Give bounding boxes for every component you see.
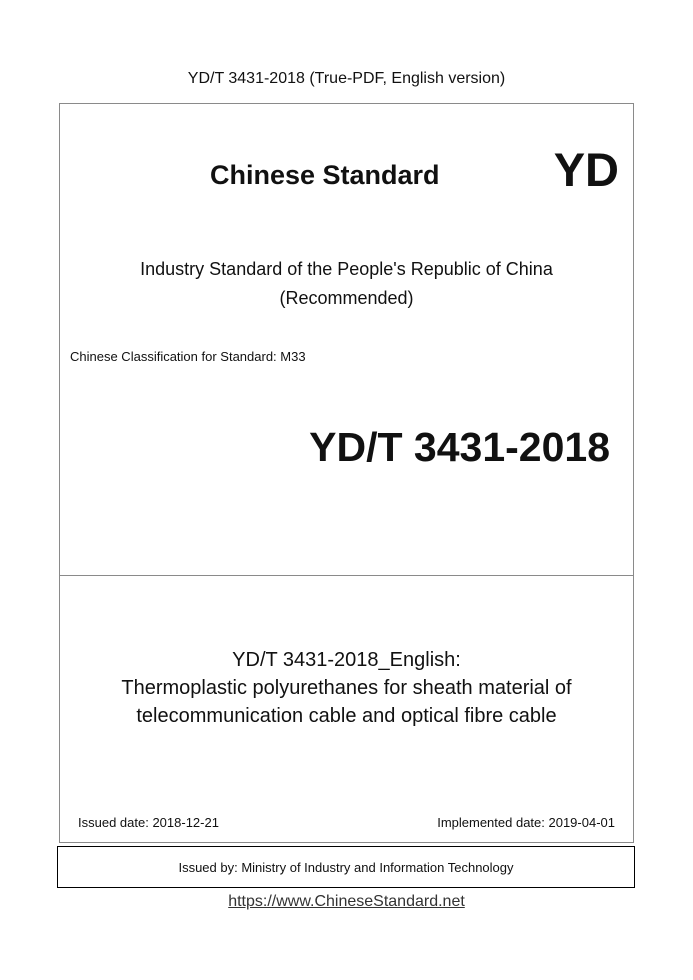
website-link[interactable]: https://www.ChineseStandard.net [228,893,465,910]
issued-by-box [57,846,635,888]
classification-label: Chinese Classification for Standard: M33 [70,349,306,364]
document-header-title: YD/T 3431-2018 (True-PDF, English version) [187,70,506,87]
document-title-line: Thermoplastic polyurethanes for sheath material of [121,677,572,699]
recommended-label: (Recommended) [279,288,414,308]
cover-frame [59,103,634,843]
section-divider [60,575,633,576]
cover-heading: Chinese Standard [210,160,440,190]
implemented-date: Implemented date: 2019-04-01 [437,815,615,830]
document-title-line: YD/T 3431-2018_English: [232,649,461,671]
industry-standard-line: Industry Standard of the People's Republic of China [140,259,553,279]
document-title-line: telecommunication cable and optical fibre cable [136,705,557,727]
standard-number: YD/T 3431-2018 [309,424,610,470]
issued-date: Issued date: 2018-12-21 [78,815,219,830]
standard-mark: YD [553,143,619,196]
issued-by-label: Issued by: Ministry of Industry and Information Technology [178,859,514,875]
